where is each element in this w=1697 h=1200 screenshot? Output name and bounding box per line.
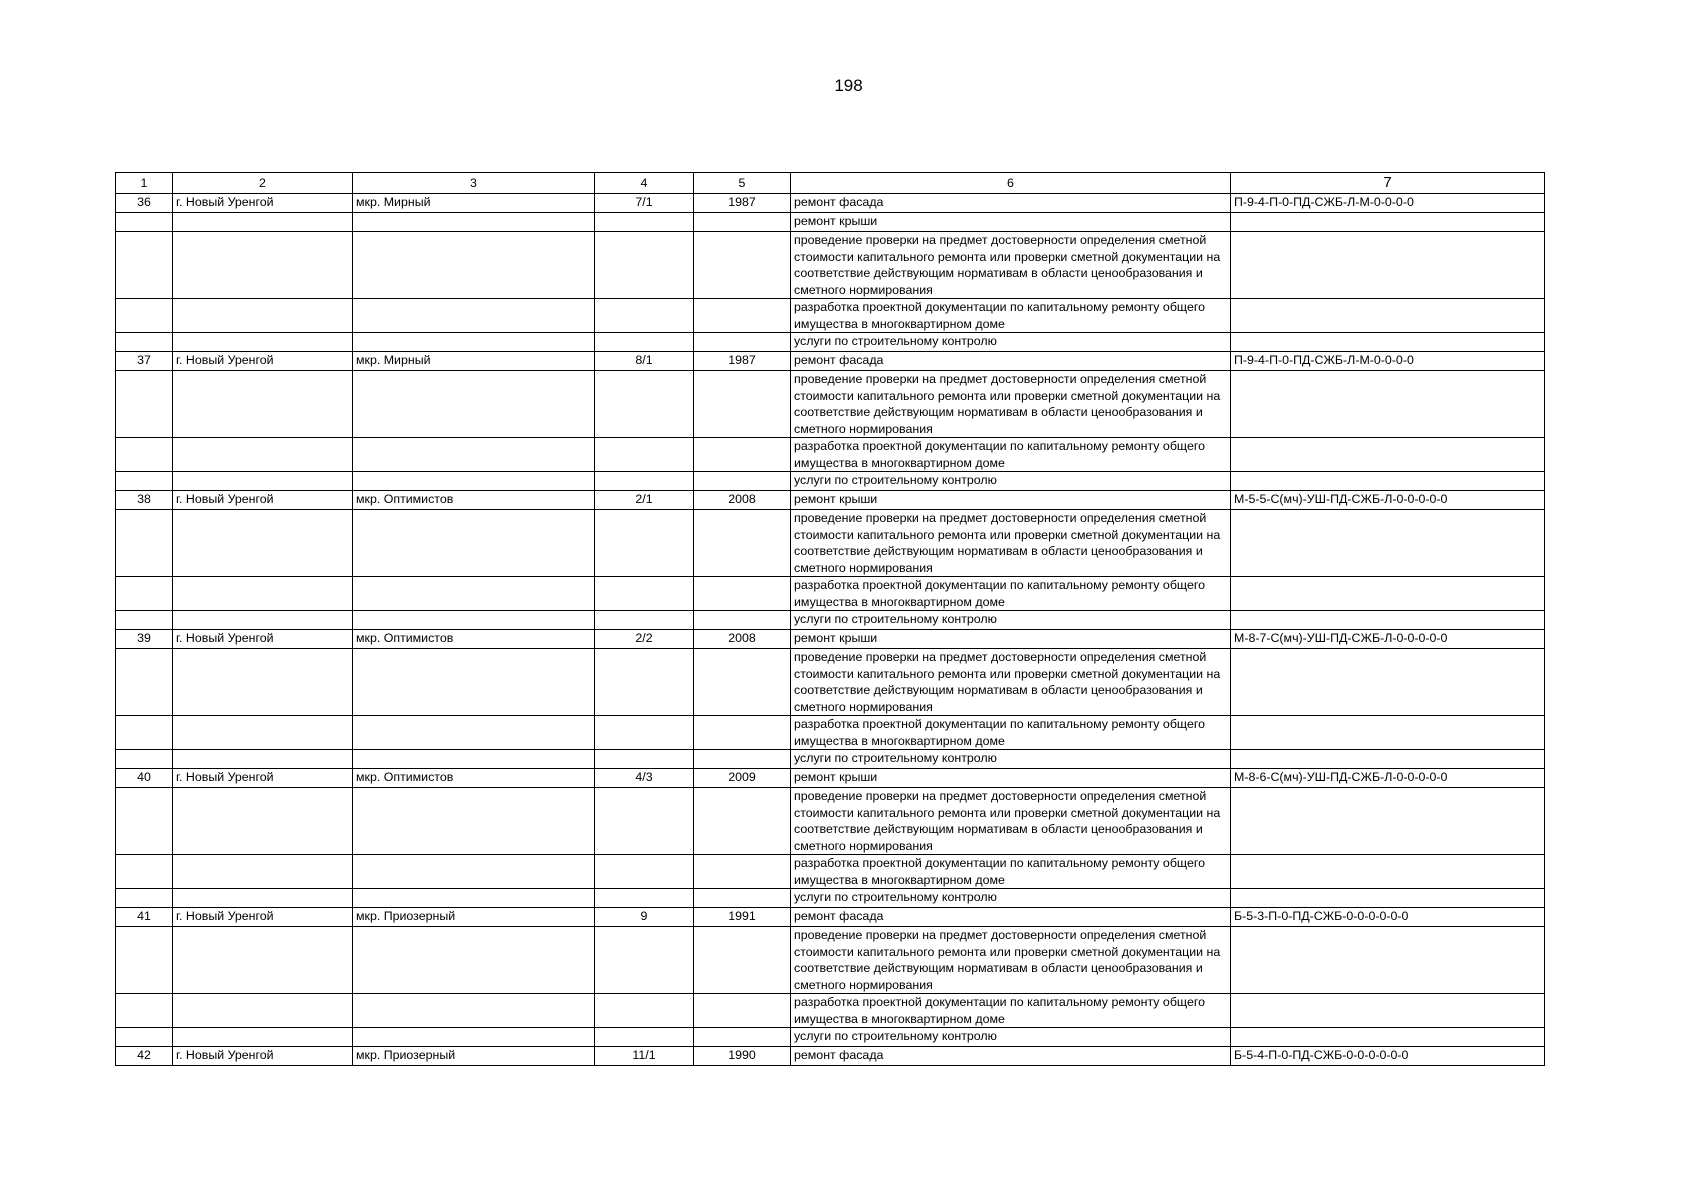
cell-house-number: 8/1: [595, 352, 694, 371]
cell-house-number: [595, 994, 694, 1028]
cell-row-number: 37: [116, 352, 173, 371]
cell-city: г. Новый Уренгой: [173, 194, 353, 213]
cell-microdistrict: мкр. Приозерный: [353, 1047, 595, 1066]
cell-building-code: [1231, 611, 1545, 630]
cell-city: [173, 577, 353, 611]
cell-work-type: проведение проверки на предмет достоверности определения сметной стоимости капитального ремонта или проверки сметной документации на соответствие действующим нормативам в области ценообразования и сметного нормирования: [791, 371, 1231, 438]
cell-build-year: [694, 371, 791, 438]
cell-house-number: [595, 649, 694, 716]
cell-house-number: 7/1: [595, 194, 694, 213]
cell-row-number: [116, 333, 173, 352]
cell-row-number: 42: [116, 1047, 173, 1066]
cell-build-year: [694, 1028, 791, 1047]
table-row: [116, 333, 1545, 352]
cell-city: [173, 213, 353, 232]
cell-house-number: 11/1: [595, 1047, 694, 1066]
table-row: [116, 611, 1545, 630]
cell-city: [173, 510, 353, 577]
cell-work-type: ремонт фасада: [791, 1047, 1231, 1066]
cell-city: [173, 232, 353, 299]
cell-build-year: 1987: [694, 194, 791, 213]
cell-row-number: [116, 855, 173, 889]
cell-house-number: [595, 510, 694, 577]
cell-work-type: ремонт крыши: [791, 769, 1231, 788]
cell-work-type: разработка проектной документации по капитальному ремонту общего имущества в многоквартирном доме: [791, 994, 1231, 1028]
cell-row-number: 39: [116, 630, 173, 649]
table-row: [116, 577, 1545, 611]
cell-row-number: [116, 994, 173, 1028]
cell-house-number: [595, 213, 694, 232]
header-col-1: 1: [116, 173, 173, 194]
cell-building-code: [1231, 438, 1545, 472]
cell-row-number: [116, 1028, 173, 1047]
table-row: [116, 438, 1545, 472]
cell-work-type: проведение проверки на предмет достоверности определения сметной стоимости капитального ремонта или проверки сметной документации на соответствие действующим нормативам в области ценообразования и сметного нормирования: [791, 927, 1231, 994]
cell-row-number: 41: [116, 908, 173, 927]
cell-microdistrict: [353, 855, 595, 889]
header-col-5: 5: [694, 173, 791, 194]
cell-city: [173, 371, 353, 438]
cell-city: [173, 438, 353, 472]
cell-building-code: [1231, 788, 1545, 855]
cell-building-code: [1231, 716, 1545, 750]
cell-work-type: ремонт фасада: [791, 352, 1231, 371]
cell-work-type: проведение проверки на предмет достоверности определения сметной стоимости капитального ремонта или проверки сметной документации на соответствие действующим нормативам в области ценообразования и сметного нормирования: [791, 788, 1231, 855]
table-row: [116, 855, 1545, 889]
cell-microdistrict: [353, 472, 595, 491]
cell-house-number: 2/2: [595, 630, 694, 649]
cell-microdistrict: [353, 371, 595, 438]
cell-house-number: [595, 371, 694, 438]
cell-work-type: проведение проверки на предмет достоверности определения сметной стоимости капитального ремонта или проверки сметной документации на соответствие действующим нормативам в области ценообразования и сметного нормирования: [791, 510, 1231, 577]
cell-build-year: [694, 788, 791, 855]
cell-city: г. Новый Уренгой: [173, 491, 353, 510]
cell-house-number: 2/1: [595, 491, 694, 510]
cell-city: г. Новый Уренгой: [173, 769, 353, 788]
cell-row-number: [116, 889, 173, 908]
cell-building-code: М-8-6-С(мч)-УШ-ПД-СЖБ-Л-0-0-0-0-0: [1231, 769, 1545, 788]
header-col-7: 7: [1231, 173, 1545, 194]
cell-work-type: проведение проверки на предмет достоверности определения сметной стоимости капитального ремонта или проверки сметной документации на соответствие действующим нормативам в области ценообразования и сметного нормирования: [791, 232, 1231, 299]
table-row: [116, 491, 1545, 510]
table-row: [116, 194, 1545, 213]
cell-city: [173, 333, 353, 352]
cell-building-code: Б-5-3-П-0-ПД-СЖБ-0-0-0-0-0-0: [1231, 908, 1545, 927]
cell-build-year: [694, 994, 791, 1028]
cell-building-code: [1231, 577, 1545, 611]
cell-build-year: 2008: [694, 630, 791, 649]
cell-building-code: [1231, 1028, 1545, 1047]
cell-row-number: [116, 649, 173, 716]
cell-microdistrict: мкр. Мирный: [353, 352, 595, 371]
cell-row-number: [116, 510, 173, 577]
cell-microdistrict: [353, 927, 595, 994]
table-row: [116, 299, 1545, 333]
cell-row-number: 38: [116, 491, 173, 510]
cell-work-type: услуги по строительному контролю: [791, 889, 1231, 908]
table-row: [116, 889, 1545, 908]
cell-microdistrict: [353, 577, 595, 611]
cell-building-code: П-9-4-П-0-ПД-СЖБ-Л-М-0-0-0-0: [1231, 194, 1545, 213]
cell-microdistrict: мкр. Оптимистов: [353, 769, 595, 788]
cell-microdistrict: [353, 299, 595, 333]
cell-work-type: ремонт крыши: [791, 630, 1231, 649]
cell-row-number: [116, 788, 173, 855]
cell-house-number: 9: [595, 908, 694, 927]
cell-city: [173, 788, 353, 855]
cell-microdistrict: [353, 213, 595, 232]
cell-work-type: ремонт крыши: [791, 213, 1231, 232]
cell-work-type: разработка проектной документации по капитальному ремонту общего имущества в многоквартирном доме: [791, 716, 1231, 750]
cell-building-code: Б-5-4-П-0-ПД-СЖБ-0-0-0-0-0-0: [1231, 1047, 1545, 1066]
cell-row-number: [116, 232, 173, 299]
header-row: [116, 173, 1545, 194]
table-body: [116, 194, 1545, 1066]
cell-work-type: услуги по строительному контролю: [791, 611, 1231, 630]
cell-city: г. Новый Уренгой: [173, 630, 353, 649]
table-row: [116, 716, 1545, 750]
cell-house-number: [595, 438, 694, 472]
header-col-3: 3: [353, 173, 595, 194]
cell-microdistrict: [353, 333, 595, 352]
cell-work-type: разработка проектной документации по капитальному ремонту общего имущества в многоквартирном доме: [791, 438, 1231, 472]
cell-microdistrict: [353, 788, 595, 855]
cell-city: [173, 716, 353, 750]
table-row: [116, 927, 1545, 994]
cell-building-code: [1231, 510, 1545, 577]
cell-house-number: [595, 1028, 694, 1047]
table-row: [116, 908, 1545, 927]
cell-row-number: [116, 299, 173, 333]
cell-work-type: услуги по строительному контролю: [791, 750, 1231, 769]
header-col-6: 6: [791, 173, 1231, 194]
cell-microdistrict: мкр. Приозерный: [353, 908, 595, 927]
cell-city: [173, 927, 353, 994]
cell-house-number: [595, 889, 694, 908]
cell-building-code: М-5-5-С(мч)-УШ-ПД-СЖБ-Л-0-0-0-0-0: [1231, 491, 1545, 510]
cell-building-code: [1231, 750, 1545, 769]
cell-work-type: услуги по строительному контролю: [791, 333, 1231, 352]
cell-house-number: [595, 611, 694, 630]
cell-build-year: [694, 438, 791, 472]
cell-build-year: [694, 927, 791, 994]
cell-house-number: [595, 333, 694, 352]
cell-house-number: [595, 750, 694, 769]
table-row: [116, 750, 1545, 769]
cell-building-code: М-8-7-С(мч)-УШ-ПД-СЖБ-Л-0-0-0-0-0: [1231, 630, 1545, 649]
cell-city: г. Новый Уренгой: [173, 1047, 353, 1066]
table-row: [116, 352, 1545, 371]
cell-microdistrict: мкр. Оптимистов: [353, 491, 595, 510]
cell-work-type: ремонт крыши: [791, 491, 1231, 510]
cell-microdistrict: [353, 889, 595, 908]
cell-build-year: [694, 577, 791, 611]
table-row: [116, 1028, 1545, 1047]
cell-city: [173, 889, 353, 908]
cell-work-type: ремонт фасада: [791, 194, 1231, 213]
cell-build-year: [694, 333, 791, 352]
table-row: [116, 510, 1545, 577]
cell-row-number: 36: [116, 194, 173, 213]
cell-build-year: 2008: [694, 491, 791, 510]
cell-row-number: [116, 577, 173, 611]
cell-microdistrict: [353, 750, 595, 769]
capital-repair-table: [115, 172, 1545, 1066]
cell-build-year: [694, 716, 791, 750]
cell-build-year: 1991: [694, 908, 791, 927]
cell-house-number: [595, 577, 694, 611]
cell-work-type: разработка проектной документации по капитальному ремонту общего имущества в многоквартирном доме: [791, 577, 1231, 611]
cell-city: г. Новый Уренгой: [173, 908, 353, 927]
cell-microdistrict: [353, 1028, 595, 1047]
cell-microdistrict: мкр. Оптимистов: [353, 630, 595, 649]
cell-row-number: [116, 750, 173, 769]
cell-build-year: [694, 750, 791, 769]
cell-build-year: [694, 232, 791, 299]
cell-house-number: [595, 232, 694, 299]
cell-build-year: [694, 611, 791, 630]
cell-microdistrict: [353, 510, 595, 577]
cell-building-code: [1231, 232, 1545, 299]
cell-house-number: [595, 788, 694, 855]
cell-microdistrict: [353, 994, 595, 1028]
table-row: [116, 371, 1545, 438]
cell-building-code: [1231, 889, 1545, 908]
cell-microdistrict: [353, 611, 595, 630]
cell-building-code: [1231, 994, 1545, 1028]
cell-house-number: [595, 716, 694, 750]
cell-house-number: 4/3: [595, 769, 694, 788]
cell-build-year: 1990: [694, 1047, 791, 1066]
table-row: [116, 232, 1545, 299]
cell-building-code: [1231, 472, 1545, 491]
cell-build-year: [694, 889, 791, 908]
cell-building-code: [1231, 299, 1545, 333]
cell-row-number: [116, 371, 173, 438]
cell-city: [173, 855, 353, 889]
cell-build-year: [694, 510, 791, 577]
cell-building-code: [1231, 649, 1545, 716]
cell-row-number: [116, 716, 173, 750]
header-col-4: 4: [595, 173, 694, 194]
cell-work-type: ремонт фасада: [791, 908, 1231, 927]
table-row: [116, 630, 1545, 649]
cell-row-number: 40: [116, 769, 173, 788]
table-row: [116, 213, 1545, 232]
cell-row-number: [116, 472, 173, 491]
cell-build-year: [694, 213, 791, 232]
cell-building-code: П-9-4-П-0-ПД-СЖБ-Л-М-0-0-0-0: [1231, 352, 1545, 371]
cell-row-number: [116, 927, 173, 994]
cell-build-year: [694, 299, 791, 333]
cell-row-number: [116, 213, 173, 232]
cell-work-type: услуги по строительному контролю: [791, 472, 1231, 491]
table-row: [116, 769, 1545, 788]
cell-city: [173, 611, 353, 630]
cell-building-code: [1231, 855, 1545, 889]
cell-work-type: разработка проектной документации по капитальному ремонту общего имущества в многоквартирном доме: [791, 855, 1231, 889]
cell-house-number: [595, 472, 694, 491]
cell-city: [173, 750, 353, 769]
table-row: [116, 788, 1545, 855]
header-col-2: 2: [173, 173, 353, 194]
cell-building-code: [1231, 333, 1545, 352]
cell-city: [173, 1028, 353, 1047]
table-row: [116, 1047, 1545, 1066]
cell-city: г. Новый Уренгой: [173, 352, 353, 371]
cell-microdistrict: [353, 649, 595, 716]
cell-building-code: [1231, 213, 1545, 232]
table-row: [116, 994, 1545, 1028]
cell-house-number: [595, 855, 694, 889]
cell-microdistrict: [353, 438, 595, 472]
cell-build-year: [694, 649, 791, 716]
cell-city: [173, 994, 353, 1028]
cell-work-type: услуги по строительному контролю: [791, 1028, 1231, 1047]
cell-build-year: [694, 472, 791, 491]
cell-building-code: [1231, 371, 1545, 438]
cell-work-type: проведение проверки на предмет достоверности определения сметной стоимости капитального ремонта или проверки сметной документации на соответствие действующим нормативам в области ценообразования и сметного нормирования: [791, 649, 1231, 716]
cell-microdistrict: мкр. Мирный: [353, 194, 595, 213]
cell-row-number: [116, 438, 173, 472]
cell-city: [173, 472, 353, 491]
cell-house-number: [595, 299, 694, 333]
cell-city: [173, 299, 353, 333]
cell-building-code: [1231, 927, 1545, 994]
cell-work-type: разработка проектной документации по капитальному ремонту общего имущества в многоквартирном доме: [791, 299, 1231, 333]
cell-city: [173, 649, 353, 716]
table-row: [116, 472, 1545, 491]
cell-build-year: 2009: [694, 769, 791, 788]
cell-house-number: [595, 927, 694, 994]
cell-build-year: 1987: [694, 352, 791, 371]
cell-build-year: [694, 855, 791, 889]
cell-row-number: [116, 611, 173, 630]
cell-microdistrict: [353, 716, 595, 750]
table-row: [116, 649, 1545, 716]
page-number: 198: [834, 76, 863, 95]
cell-microdistrict: [353, 232, 595, 299]
